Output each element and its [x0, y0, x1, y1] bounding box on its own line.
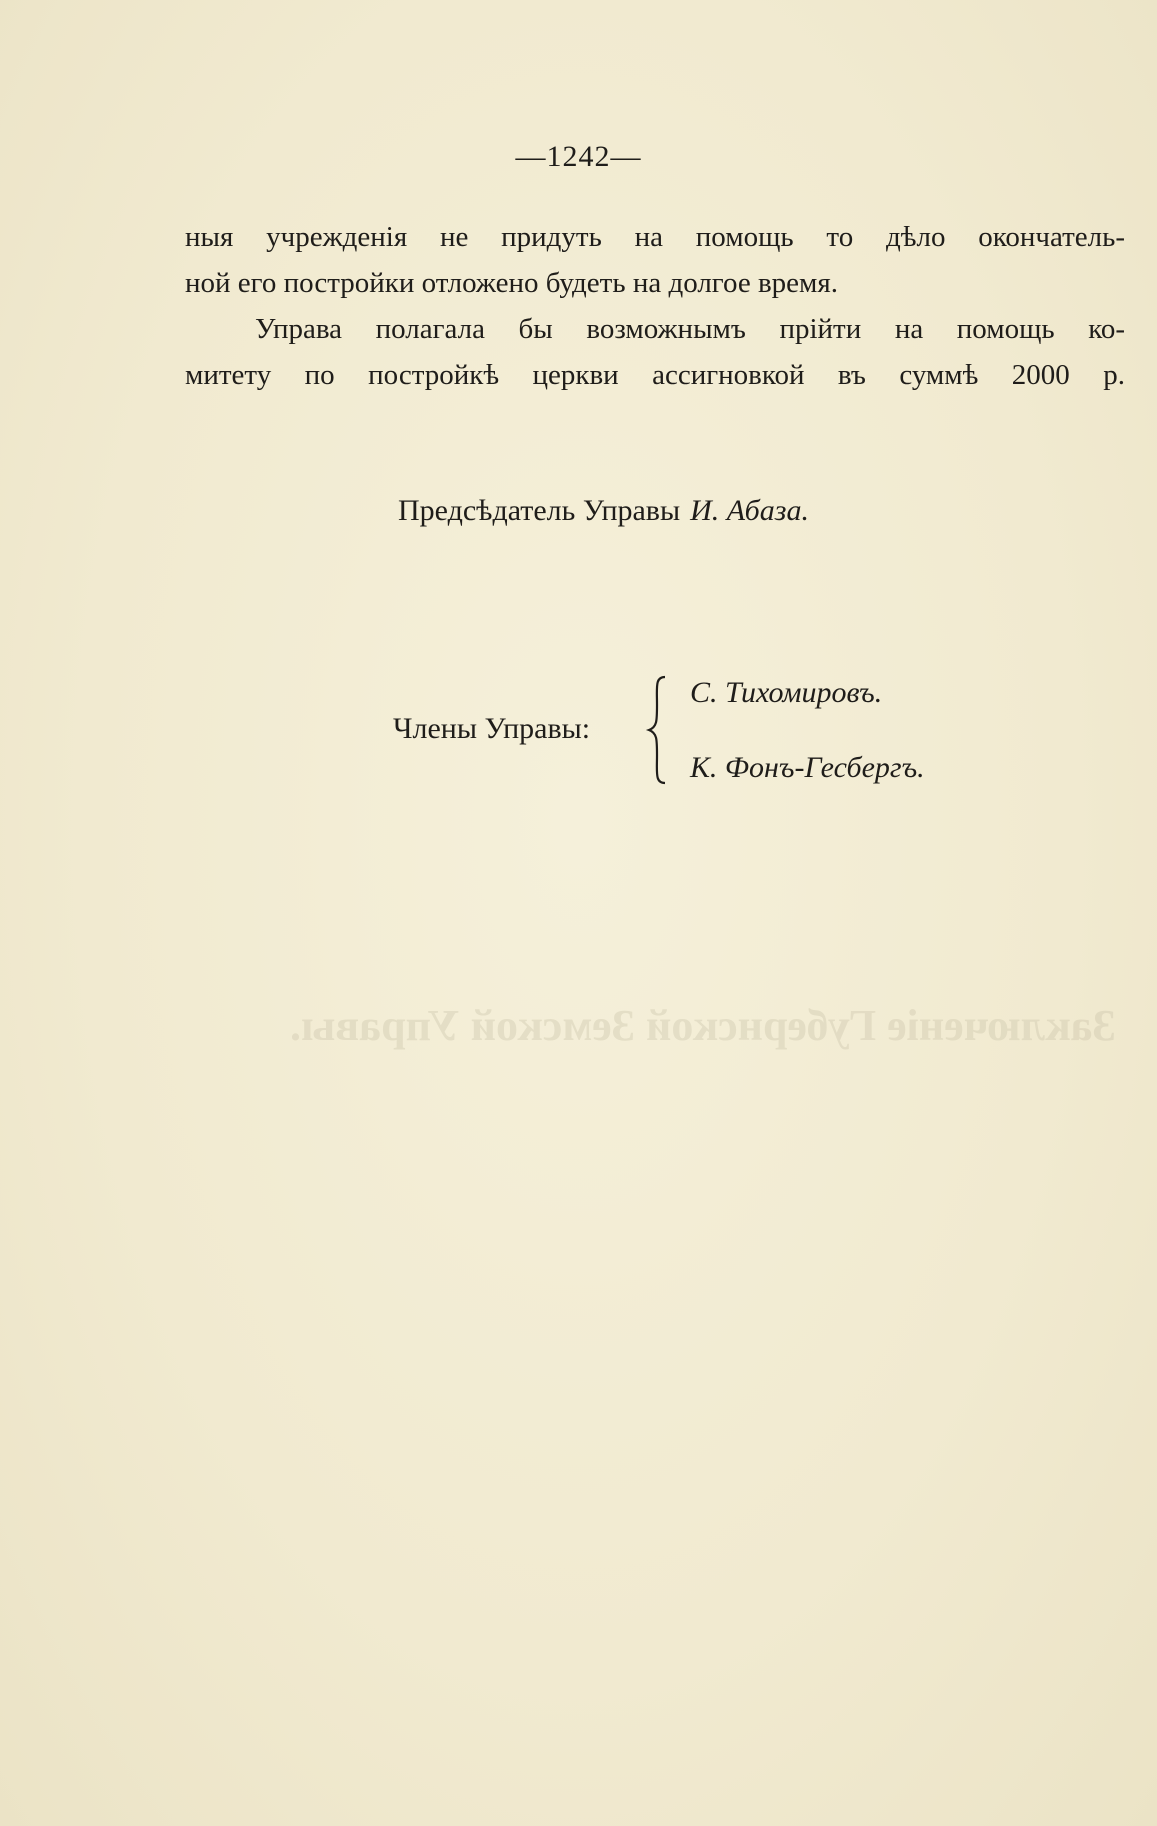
member-name-1: С. Тихомировъ.: [690, 676, 883, 709]
chairman-name: И. Абаза.: [690, 494, 809, 527]
paragraph-1-line-2: ной его постройки отложено будеть на долгое время.: [185, 267, 838, 299]
member-name-2: К. Фонъ-Гесбергъ.: [690, 751, 925, 784]
bleed-through-heading: Заключеніе Губернской Земской Управы.: [290, 1001, 1116, 1050]
chairman-signature: [398, 494, 809, 528]
paragraph-1-line-1: ныя учрежденія не придуть на помощь то дѣло окончатель-: [185, 221, 1125, 253]
paragraph-1: [185, 214, 1125, 306]
members-label: Члены Управы:: [393, 712, 591, 745]
paragraph-2-line-1: Управа полагала бы возможнымъ прійти на помощь ко-: [255, 313, 1125, 345]
curly-brace-icon: [645, 675, 671, 785]
chairman-title: Предсѣдатель Управы: [398, 494, 681, 527]
page-number: —1242—: [515, 140, 642, 173]
paragraph-2-line-2: митету по постройкѣ церкви ассигновкой въ суммѣ 2000 р.: [185, 359, 1125, 391]
paragraph-2: [185, 306, 1125, 398]
